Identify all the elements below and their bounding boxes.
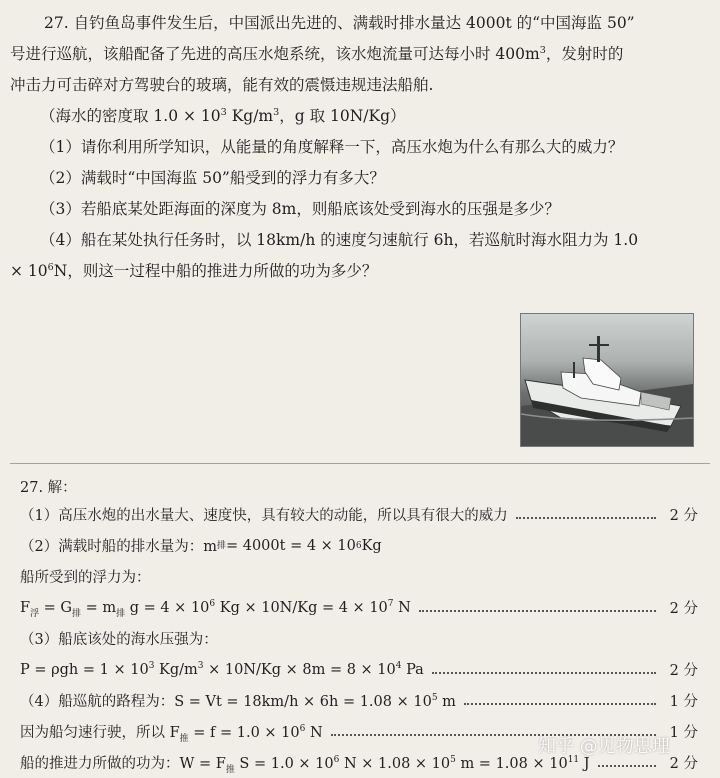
formula-text: 因为船匀速行驶，所以 F xyxy=(20,725,180,741)
superscript: 6 xyxy=(47,261,54,273)
pressure-formula xyxy=(20,662,424,678)
formula-symbol: = m xyxy=(80,599,117,616)
superscript: 3 xyxy=(539,44,546,56)
score-label: 2 分 xyxy=(669,508,698,524)
superscript: 5 xyxy=(450,755,456,766)
answer-line-5: （3）船底该处的海水压强为： xyxy=(20,632,218,648)
formula-text: g = 4 × 10 xyxy=(125,599,210,616)
question-line-1: 27. 自钓鱼岛事件发生后，中国派出先进的、满载时排水量达 4000t 的“中国海监 50” xyxy=(44,14,635,32)
subscript: 推 xyxy=(179,733,189,744)
dot-leader xyxy=(464,703,656,705)
given-text: （海水的密度取 1.0 × 10 xyxy=(40,107,221,125)
formula-symbol: = G xyxy=(39,599,72,616)
formula-symbol: F xyxy=(20,599,31,616)
answer-heading: 27. 解： xyxy=(20,479,77,496)
superscript: 6 xyxy=(209,598,216,609)
superscript: 3 xyxy=(220,106,227,118)
sub-question-2: （2）满载时“中国海监 50”船受到的浮力有多大？ xyxy=(40,169,385,187)
buoyancy-formula xyxy=(20,598,411,619)
sub-question-4-text: × 10 xyxy=(10,262,48,280)
superscript: 5 xyxy=(431,693,438,704)
subscript: 排 xyxy=(116,608,126,619)
formula-text: m = 1.08 × 10 xyxy=(455,756,568,772)
dot-leader xyxy=(419,610,656,612)
sub-question-1: （1）请你利用所学知识，从能量的角度解释一下，高压水炮为什么有那么大的威力？ xyxy=(40,138,624,156)
formula-text: = f = 1.0 × 10 xyxy=(188,725,300,741)
superscript: 6 xyxy=(333,755,340,766)
answer-line-7 xyxy=(20,685,698,716)
sub-question-4-line-2 xyxy=(10,256,710,287)
score-label: 1 分 xyxy=(669,725,698,741)
answer-line-6 xyxy=(20,654,698,685)
dot-leader xyxy=(432,672,656,674)
given-unit: Kg/m xyxy=(226,107,274,125)
score-label: 2 分 xyxy=(669,601,698,617)
sub-question-3: （3）若船底某处距海面的深度为 8m，则船底该处受到海水的压强是多少？ xyxy=(40,200,560,218)
question-line-2-tail: ，发射时的 xyxy=(545,45,624,63)
superscript: 4 xyxy=(395,660,402,671)
sub-question-4-line-1: （4）船在某处执行任务时，以 18km/h 的速度匀速航行 6h，若巡航时海水阻力为 1.0 xyxy=(40,231,639,249)
answer-text: （1）高压水炮的出水量大、速度快，具有较大的动能，所以具有很大的威力 xyxy=(20,508,508,524)
section-divider xyxy=(10,463,710,464)
formula-text: Pa xyxy=(401,661,424,678)
given-tail: ，g 取 10N/Kg） xyxy=(279,107,406,125)
formula-text: N xyxy=(305,725,323,741)
sub-question-4-tail: N，则这一过程中船的推进力所做的功为多少？ xyxy=(53,262,378,280)
formula-text: N xyxy=(393,599,411,616)
question-line-3: 冲击力可击碎对方驾驶台的玻璃，能有效的震慑违规违法船舶. xyxy=(10,76,434,94)
thrust-formula xyxy=(20,721,323,742)
answer-line-3: 船所受到的浮力为： xyxy=(20,570,151,586)
question-block xyxy=(10,8,710,287)
work-formula xyxy=(20,752,590,773)
answer-text: （2）满载时船的排水量为：m xyxy=(20,539,217,555)
formula-text: 船的推进力所做的功为：W = F xyxy=(20,756,226,772)
superscript: 3 xyxy=(197,660,204,671)
formula-text: （4）船巡航的路程为：S = Vt = 18km/h × 6h = 1.08 × 10 xyxy=(20,694,432,710)
formula-text: × 10N/Kg × 8m = 8 × 10 xyxy=(203,661,396,678)
superscript: 3 xyxy=(273,106,280,118)
subscript: 浮 xyxy=(30,608,40,619)
formula-text: Kg/m xyxy=(154,661,198,678)
answer-line-2: （2）满载时船的排水量为：m 排 = 4000t = 4 × 10 6 Kg xyxy=(20,530,698,561)
dot-leader xyxy=(516,517,656,519)
formula-text: J xyxy=(579,756,590,772)
score-label: 1 分 xyxy=(669,694,698,710)
score-label: 2 分 xyxy=(669,663,698,679)
formula-text: S = 1.0 × 10 xyxy=(234,756,334,772)
subscript: 推 xyxy=(225,764,235,775)
formula-text: P = ρgh = 1 × 10 xyxy=(20,661,149,678)
question-line-2-text: 号进行巡航，该船配备了先进的高压水炮系统，该水炮流量可达每小时 400m xyxy=(10,45,540,63)
zhihu-watermark: 知乎 @见物思理 xyxy=(538,736,670,757)
superscript: 6 xyxy=(299,724,306,735)
score-label: 2 分 xyxy=(669,756,698,772)
formula-text: Kg × 10N/Kg = 4 × 10 xyxy=(215,599,388,616)
formula-text: N × 1.08 × 10 xyxy=(339,756,451,772)
superscript: 3 xyxy=(148,660,155,671)
superscript: 11 xyxy=(567,755,580,766)
answer-line-4 xyxy=(20,592,698,623)
formula-text: m xyxy=(437,694,456,710)
question-line-2 xyxy=(10,39,710,70)
dot-leader xyxy=(598,765,656,767)
subscript: 排 xyxy=(72,608,81,619)
ship-photo xyxy=(520,313,694,447)
answer-text: Kg xyxy=(361,537,382,554)
answer-text: = 4000t = 4 × 10 xyxy=(225,537,356,554)
distance-formula xyxy=(20,690,456,711)
superscript: 7 xyxy=(387,598,394,609)
answer-line-1 xyxy=(20,499,698,530)
given-constants xyxy=(10,101,710,132)
patrol-ship-image xyxy=(521,314,693,446)
